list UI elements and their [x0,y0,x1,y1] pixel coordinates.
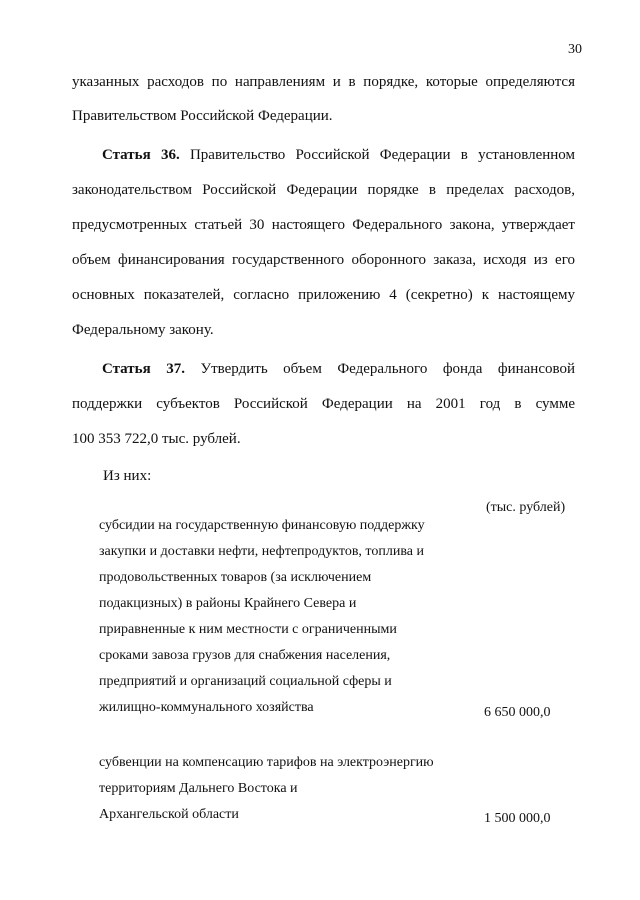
item-line: подакцизных) в районы Крайнего Севера и [99,596,357,611]
item-amount: 1 500 000,0 [484,811,551,826]
text-line: 100 353 722,0 тыс. рублей. [72,431,241,447]
item-line: предприятий и организаций социальной сферы и [99,674,392,689]
article-36-first-text: Правительство Российской Федерации в установленном [189,147,575,163]
item-line: приравненные к ним местности с ограниченными [99,622,397,637]
text-line: законодательством Российской Федерации порядке в пределах расходов, [72,182,575,198]
item-amount: 6 650 000,0 [484,705,551,720]
of-them-label: Из них: [103,468,152,484]
text-line: Федеральному закону. [72,322,214,338]
item-line: субвенции на компенсацию тарифов на электроэнергию [99,755,434,770]
article-36-first-line [102,147,575,164]
article-37-first-text: Утвердить объем Федерального фонда финансовой [200,361,575,377]
item-line: закупки и доставки нефти, нефтепродуктов, топлива и [99,544,424,559]
article-36-heading: Статья 36. [102,147,180,163]
page-number: 30 [568,42,582,57]
item-line: субсидии на государственную финансовую поддержку [99,518,425,533]
text-line: Правительством Российской Федерации. [72,108,333,124]
unit-label: (тыс. рублей) [486,500,566,515]
text-line: поддержки субъектов Российской Федерации на 2001 год в сумме [72,396,575,412]
article-37-first-line [102,361,575,378]
article-37-heading: Статья 37. [102,361,185,377]
item-line: территориям Дальнего Востока и [99,781,298,796]
item-line: Архангельской области [99,807,239,822]
item-line: жилищно-коммунального хозяйства [99,700,314,715]
text-line: указанных расходов по направлениям и в порядке, которые определяются [72,74,575,90]
text-line: объем финансирования государственного оборонного заказа, исходя из его [72,252,575,268]
text-line: основных показателей, согласно приложению 4 (секретно) к настоящему [72,287,575,303]
item-line: сроками завоза грузов для снабжения населения, [99,648,391,663]
text-line: предусмотренных статьей 30 настоящего Федерального закона, утверждает [72,217,575,233]
item-line: продовольственных товаров (за исключением [99,570,372,585]
